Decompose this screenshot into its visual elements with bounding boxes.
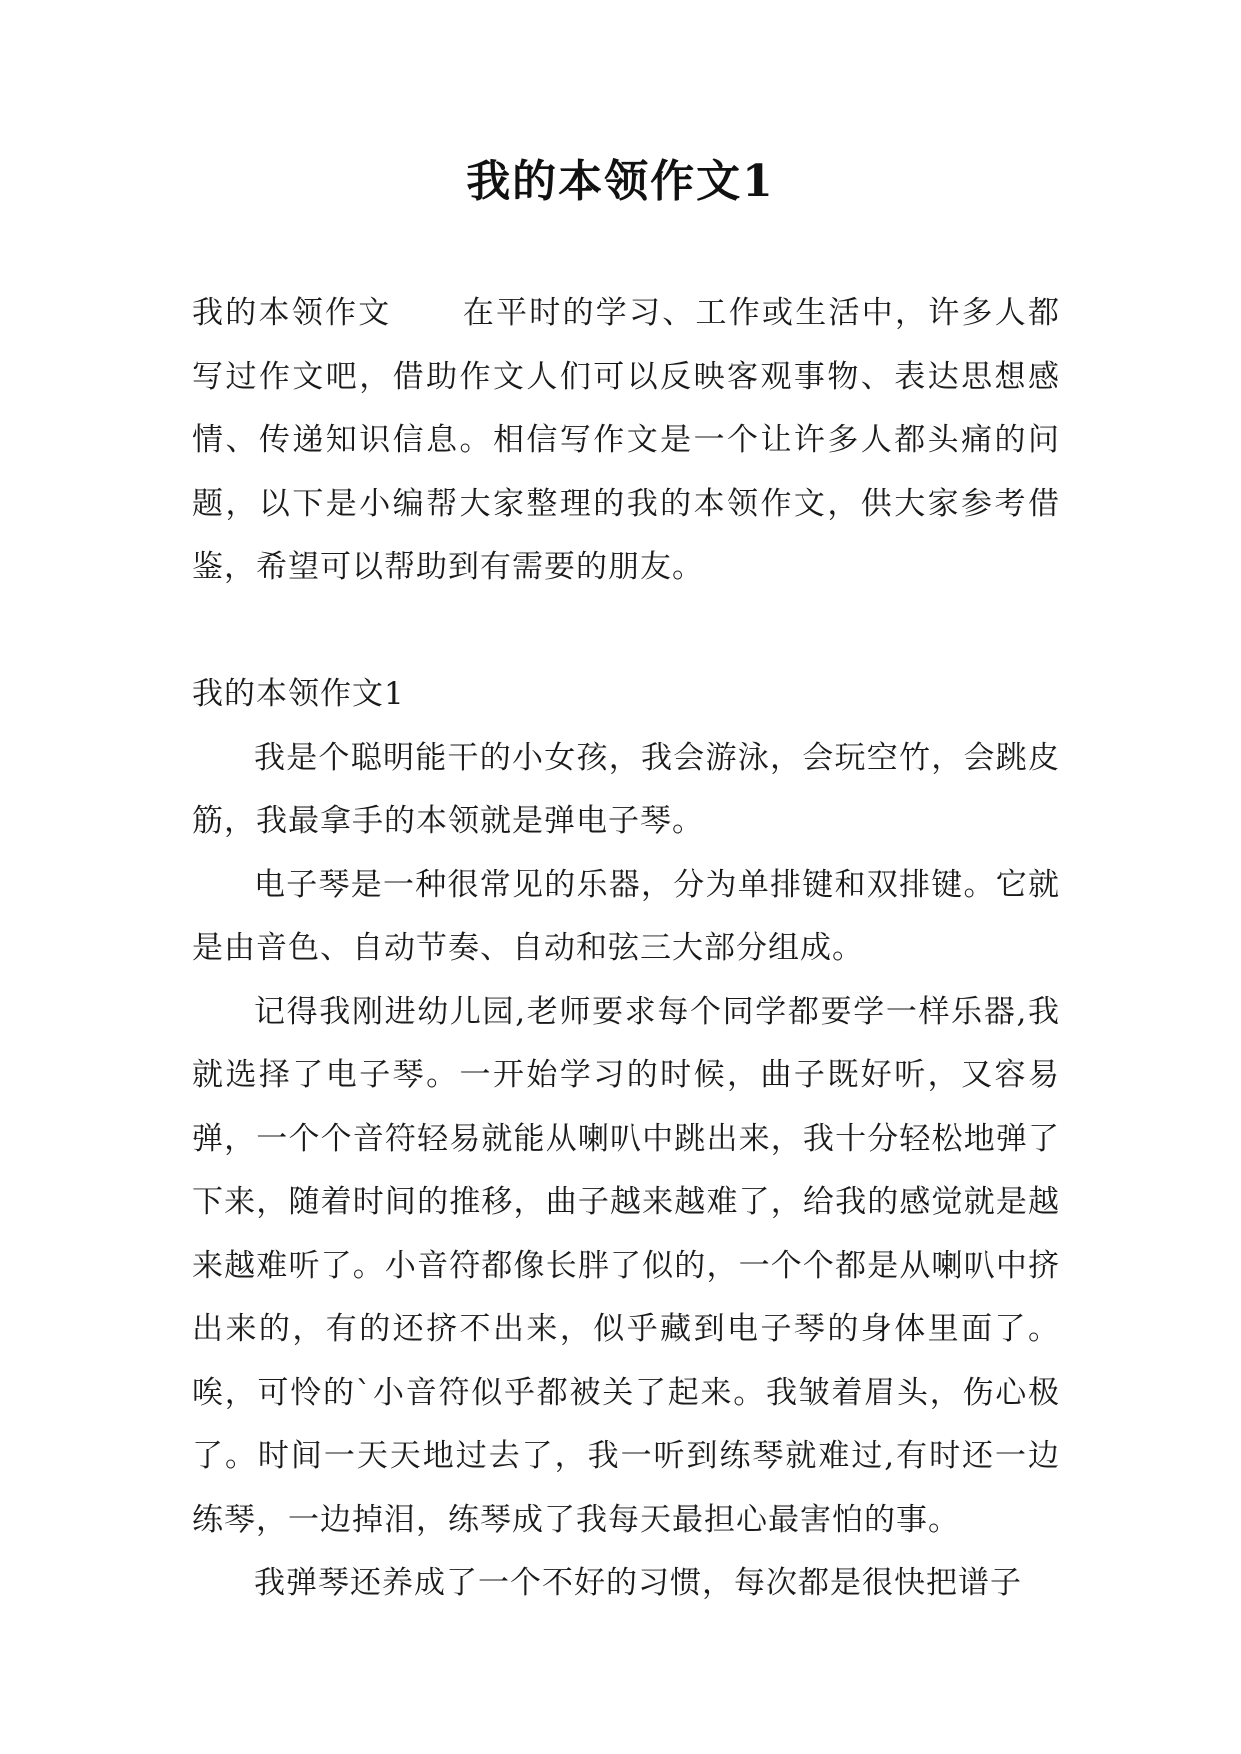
intro-lead: 我的本领作文 bbox=[192, 295, 392, 331]
section-heading: 我的本领作文1 bbox=[192, 676, 405, 712]
body-paragraph-4: 我弹琴还养成了一个不好的习惯，每次都是很快把谱子 bbox=[254, 1565, 1022, 1601]
document-body bbox=[192, 282, 1060, 1616]
intro-text: 在平时的学习、工作或生活中，许多人都写过作文吧，借助作文人们可以反映客观事物、表达思想感情、传递知识信息。相信写作文是一个让许多人都头痛的问题，以下是小编帮大家整理的我的本领作文，供大家参考借鉴，希望可以帮助到有需要的朋友。 bbox=[192, 295, 1060, 585]
body-paragraph-2: 电子琴是一种很常见的乐器，分为单排键和双排键。它就是由音色、自动节奏、自动和弦三大部分组成。 bbox=[192, 866, 1060, 966]
document-title: 我的本领作文1 bbox=[466, 156, 775, 207]
intro-paragraph bbox=[192, 282, 1060, 600]
body-paragraph-1: 我是个聪明能干的小女孩，我会游泳，会玩空竹，会跳皮筋，我最拿手的本领就是弹电子琴。 bbox=[192, 739, 1060, 839]
body-paragraph-3: 记得我刚进幼儿园,老师要求每个同学都要学一样乐器,我就选择了电子琴。一开始学习的时候，曲子既好听，又容易弹，一个个音符轻易就能从喇叭中跳出来，我十分轻松地弹了下来，随着时间的推移，曲子越来越难了，给我的感觉就是越来越难听了。小音符都像长胖了似的，一个个都是从喇叭中挤出来的，有的还挤不出来，似乎藏到电子琴的身体里面了。唉，可怜的`小音符似乎都被关了起来。我皱着眉头，伤心极了。时间一天天地过去了，我一听到练琴就难过,有时还一边练琴，一边掉泪，练琴成了我每天最担心最害怕的事。 bbox=[192, 993, 1060, 1538]
paragraph-spacer bbox=[192, 600, 1060, 664]
